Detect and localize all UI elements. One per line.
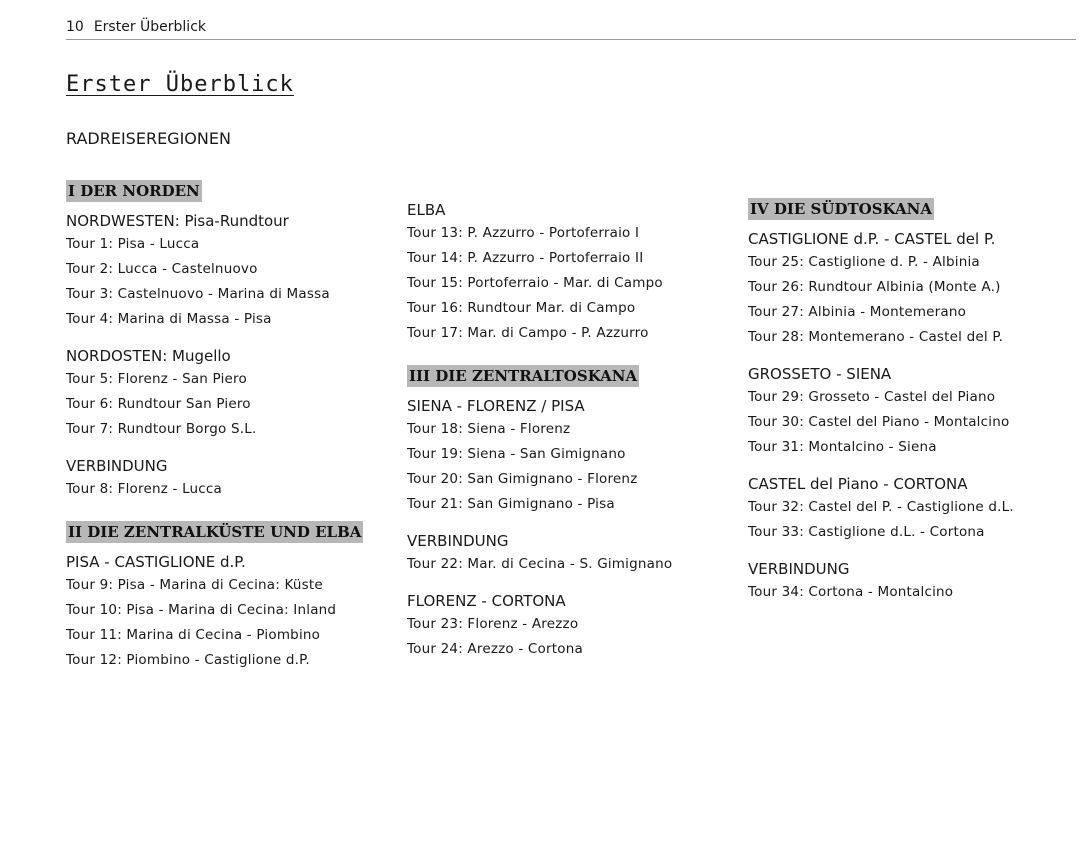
section-heading: SIENA - FLORENZ / PISA: [407, 397, 585, 415]
page-subtitle: RADREISEREGIONEN: [66, 129, 231, 148]
region-heading-wrapper: [407, 365, 727, 387]
tour-item: Tour 4: Marina di Massa - Pisa: [66, 311, 272, 327]
region-heading: I DER NORDEN: [68, 182, 200, 200]
tour-item: Tour 33: Castiglione d.L. - Cortona: [748, 524, 985, 540]
column-2: [407, 200, 727, 662]
tour-item: Tour 28: Montemerano - Castel del P.: [748, 329, 1004, 345]
tour-item: Tour 12: Piombino - Castiglione d.P.: [66, 652, 310, 668]
tour-item: Tour 26: Rundtour Albinia (Monte A.): [748, 279, 1001, 295]
region-heading: III DIE ZENTRALTOSKANA: [409, 367, 638, 385]
section-heading: PISA - CASTIGLIONE d.P.: [66, 553, 246, 571]
tour-item: Tour 15: Portoferraio - Mar. di Campo: [407, 275, 663, 291]
tour-item: Tour 17: Mar. di Campo - P. Azzurro: [407, 325, 649, 341]
tour-item: Tour 23: Florenz - Arezzo: [407, 616, 579, 632]
tour-item: Tour 32: Castel del P. - Castiglione d.L.: [748, 499, 1014, 515]
tour-item: Tour 6: Rundtour San Piero: [66, 396, 251, 412]
section-heading: GROSSETO - SIENA: [748, 365, 892, 383]
region-heading: II DIE ZENTRALKÜSTE UND ELBA: [68, 523, 362, 541]
tour-item: Tour 34: Cortona - Montalcino: [748, 584, 954, 600]
tour-item: Tour 27: Albinia - Montemerano: [748, 304, 967, 320]
column-3: [748, 198, 1068, 605]
tour-item: Tour 19: Siena - San Gimignano: [407, 446, 626, 462]
section-heading: NORDOSTEN: Mugello: [66, 347, 231, 365]
section-heading: CASTIGLIONE d.P. - CASTEL del P.: [748, 230, 996, 248]
section-heading: VERBINDUNG: [66, 457, 168, 475]
region-heading: IV DIE SÜDTOSKANA: [750, 200, 932, 218]
region-heading-wrapper: [66, 180, 386, 202]
tour-item: Tour 10: Pisa - Marina di Cecina: Inland: [66, 602, 337, 618]
tour-item: Tour 18: Siena - Florenz: [407, 421, 571, 437]
tour-item: Tour 29: Grosseto - Castel del Piano: [748, 389, 996, 405]
tour-item: Tour 13: P. Azzurro - Portoferraio I: [407, 225, 640, 241]
section-heading: VERBINDUNG: [407, 532, 509, 550]
tour-item: Tour 24: Arezzo - Cortona: [407, 641, 583, 657]
tour-item: Tour 25: Castiglione d. P. - Albinia: [748, 254, 980, 270]
tour-item: Tour 9: Pisa - Marina di Cecina: Küste: [66, 577, 323, 593]
tour-item: Tour 7: Rundtour Borgo S.L.: [66, 421, 257, 437]
section-heading: CASTEL del Piano - CORTONA: [748, 475, 968, 493]
tour-item: Tour 2: Lucca - Castelnuovo: [66, 261, 258, 277]
tour-item: Tour 1: Pisa - Lucca: [66, 236, 200, 252]
tour-item: Tour 5: Florenz - San Piero: [66, 371, 247, 387]
column-1: [66, 180, 386, 673]
running-header: [66, 17, 1076, 40]
tour-item: Tour 31: Montalcino - Siena: [748, 439, 937, 455]
page-number: 10: [66, 19, 84, 35]
running-title: Erster Überblick: [93, 19, 207, 35]
tour-item: Tour 20: San Gimignano - Florenz: [407, 471, 638, 487]
tour-item: Tour 30: Castel del Piano - Montalcino: [748, 414, 1010, 430]
section-heading: FLORENZ - CORTONA: [407, 592, 566, 610]
section-heading: VERBINDUNG: [748, 560, 850, 578]
tour-item: Tour 14: P. Azzurro - Portoferraio II: [407, 250, 644, 266]
page-title: Erster Überblick: [66, 72, 294, 97]
region-heading-wrapper: [66, 521, 386, 543]
section-heading: NORDWESTEN: Pisa-Rundtour: [66, 212, 289, 230]
tour-item: Tour 3: Castelnuovo - Marina di Massa: [66, 286, 330, 302]
tour-item: Tour 16: Rundtour Mar. di Campo: [407, 300, 636, 316]
tour-item: Tour 11: Marina di Cecina - Piombino: [66, 627, 321, 643]
tour-item: Tour 22: Mar. di Cecina - S. Gimignano: [407, 556, 673, 572]
tour-item: Tour 21: San Gimignano - Pisa: [407, 496, 615, 512]
tour-item: Tour 8: Florenz - Lucca: [66, 481, 223, 497]
region-heading-wrapper: [748, 198, 1068, 220]
section-heading: ELBA: [407, 201, 446, 219]
